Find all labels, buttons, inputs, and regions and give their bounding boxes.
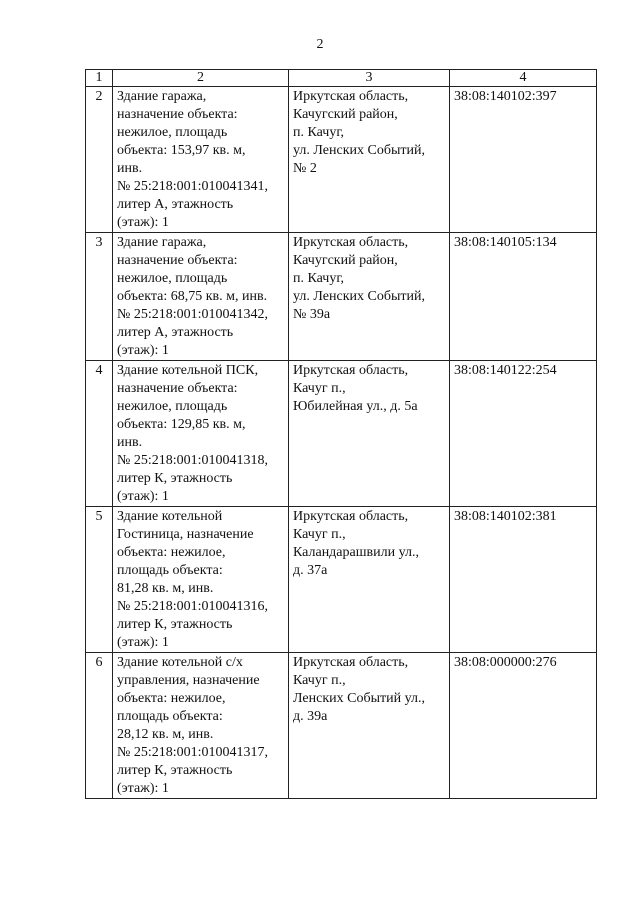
description-line: объекта: 68,75 кв. м, инв. [117, 289, 268, 304]
address-line: № 39а [293, 307, 331, 322]
description-line: (этаж): 1 [117, 489, 169, 504]
description-line: нежилое, площадь [117, 399, 228, 414]
page-number: 2 [316, 37, 324, 52]
address-line: Юбилейная ул., д. 5а [293, 399, 418, 414]
description-line: нежилое, площадь [117, 271, 228, 286]
address-line: Каландарашвили ул., [293, 545, 419, 560]
cadastral-number-cell: 38:08:000000:276 [450, 653, 597, 799]
description-line: литер А, этажность [117, 197, 234, 212]
column-header-address: 3 [289, 70, 450, 87]
address-line: Иркутская область, [293, 509, 409, 524]
object-description-cell [113, 87, 289, 233]
description-line: Здание котельной [117, 509, 223, 524]
description-line: Здание гаража, [117, 89, 207, 104]
address-line: Качуг п., [293, 673, 346, 688]
address-line: ул. Ленских Событий, [293, 289, 425, 304]
object-description-cell [113, 233, 289, 361]
description-line: № 25:218:001:010041341, [117, 179, 269, 194]
address-line: № 2 [293, 161, 317, 176]
address-cell [289, 233, 450, 361]
table-row [86, 233, 597, 361]
row-number-cell: 3 [86, 233, 113, 361]
address-line: п. Качуг, [293, 271, 345, 286]
address-line: Иркутская область, [293, 235, 409, 250]
description-line: управления, назначение [117, 673, 260, 688]
address-line: Иркутская область, [293, 89, 409, 104]
table-row [86, 507, 597, 653]
object-description-cell [113, 361, 289, 507]
description-line: (этаж): 1 [117, 781, 169, 796]
description-line: площадь объекта: [117, 563, 223, 578]
description-line: (этаж): 1 [117, 635, 169, 650]
description-line: № 25:218:001:010041317, [117, 745, 269, 760]
address-cell [289, 361, 450, 507]
description-line: назначение объекта: [117, 107, 238, 122]
description-line: (этаж): 1 [117, 343, 169, 358]
description-line: назначение объекта: [117, 381, 238, 396]
table-row [86, 361, 597, 507]
description-line: литер К, этажность [117, 471, 233, 486]
description-line: литер К, этажность [117, 763, 233, 778]
description-line: объекта: нежилое, [117, 691, 226, 706]
address-line: Иркутская область, [293, 655, 409, 670]
address-line: ул. Ленских Событий, [293, 143, 425, 158]
address-line: Иркутская область, [293, 363, 409, 378]
row-number-cell: 5 [86, 507, 113, 653]
description-line: инв. [117, 435, 143, 450]
table-row [86, 653, 597, 799]
property-table [85, 69, 597, 799]
table-body [86, 87, 597, 799]
description-line: нежилое, площадь [117, 125, 228, 140]
description-line: № 25:218:001:010041316, [117, 599, 269, 614]
cadastral-number-cell: 38:08:140102:381 [450, 507, 597, 653]
address-cell [289, 653, 450, 799]
description-line: № 25:218:001:010041318, [117, 453, 269, 468]
row-number-cell: 6 [86, 653, 113, 799]
address-line: п. Качуг, [293, 125, 345, 140]
description-line: назначение объекта: [117, 253, 238, 268]
column-header-cadastral: 4 [450, 70, 597, 87]
object-description-cell [113, 507, 289, 653]
description-line: Гостиница, назначение [117, 527, 254, 542]
description-line: литер К, этажность [117, 617, 233, 632]
description-line: объекта: 129,85 кв. м, [117, 417, 246, 432]
address-line: Качуг п., [293, 527, 346, 542]
row-number-cell: 2 [86, 87, 113, 233]
description-line: 28,12 кв. м, инв. [117, 727, 214, 742]
address-cell [289, 507, 450, 653]
description-line: объекта: 153,97 кв. м, [117, 143, 246, 158]
address-line: д. 37а [293, 563, 328, 578]
description-line: объекта: нежилое, [117, 545, 226, 560]
address-line: Ленских Событий ул., [293, 691, 425, 706]
description-line: 81,28 кв. м, инв. [117, 581, 214, 596]
row-number-cell: 4 [86, 361, 113, 507]
cadastral-number-cell: 38:08:140102:397 [450, 87, 597, 233]
address-line: Качугский район, [293, 253, 398, 268]
cadastral-number-cell: 38:08:140105:134 [450, 233, 597, 361]
description-line: Здание гаража, [117, 235, 207, 250]
table-header-row [86, 70, 597, 87]
address-cell [289, 87, 450, 233]
table-row [86, 87, 597, 233]
address-line: Качугский район, [293, 107, 398, 122]
column-header-description: 2 [113, 70, 289, 87]
address-line: Качуг п., [293, 381, 346, 396]
description-line: Здание котельной с/х [117, 655, 243, 670]
cadastral-number-cell: 38:08:140122:254 [450, 361, 597, 507]
address-line: д. 39а [293, 709, 328, 724]
column-header-number: 1 [86, 70, 113, 87]
description-line: площадь объекта: [117, 709, 223, 724]
description-line: № 25:218:001:010041342, [117, 307, 269, 322]
object-description-cell [113, 653, 289, 799]
description-line: Здание котельной ПСК, [117, 363, 259, 378]
description-line: литер А, этажность [117, 325, 234, 340]
description-line: (этаж): 1 [117, 215, 169, 230]
description-line: инв. [117, 161, 143, 176]
